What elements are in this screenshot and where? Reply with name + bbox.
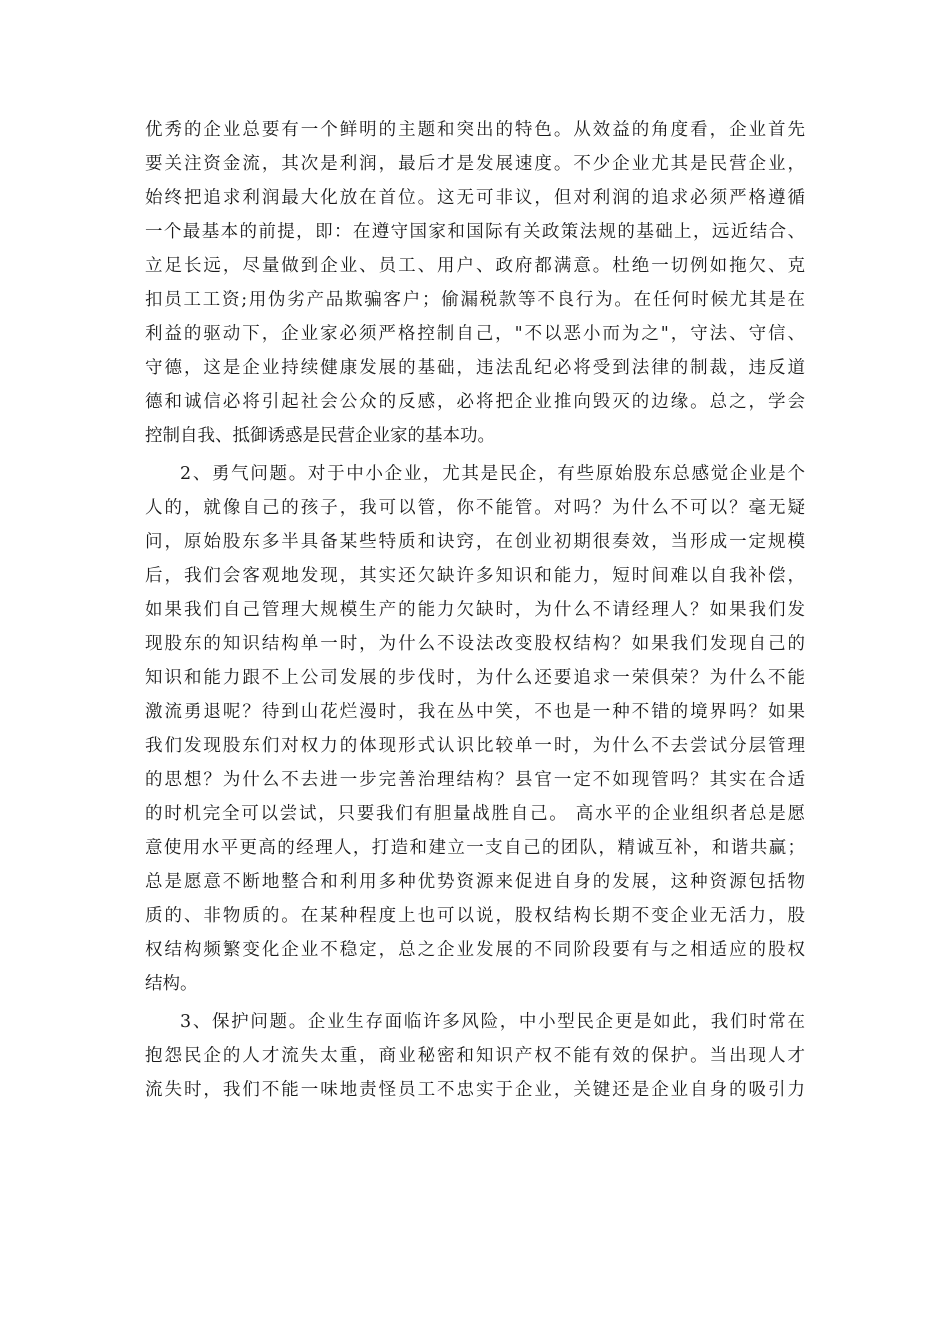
paragraph-3-first-line: 3、保护问题。企业生存面临许多风险，中小型民企更是如此，我们时常在 [180,1012,805,1032]
text-line: 结构。 [145,974,198,994]
text-line: 知识和能力跟不上公司发展的步伐时，为什么还要追求一荣俱荣？为什么不能 [145,668,805,688]
text-line: 德和诚信必将引起社会公众的反感，必将把企业推向毁灭的边缘。总之，学会 [145,392,805,412]
text-line: 的思想？为什么不去进一步完善治理结构？县官一定不如现管吗？其实在合适 [145,770,805,790]
text-line: 控制自我、抵御诱惑是民营企业家的基本功。 [145,426,495,446]
text-line: 人的，就像自己的孩子，我可以管，你不能管。对吗？为什么不可以？毫无疑 [145,498,805,518]
text-line: 如果我们自己管理大规模生产的能力欠缺时，为什么不请经理人？如果我们发 [145,600,805,620]
text-line: 问，原始股东多半具备某些特质和诀窍，在创业初期很奏效，当形成一定规模 [145,532,805,552]
text-line: 总是愿意不断地整合和利用多种优势资源来促进自身的发展，这种资源包括物 [145,872,805,892]
text-line: 权结构频繁变化企业不稳定，总之企业发展的不同阶段要有与之相适应的股权 [145,940,805,960]
text-line: 质的、非物质的。在某种程度上也可以说，股权结构长期不变企业无活力，股 [145,906,805,926]
text-line: 始终把追求利润最大化放在首位。这无可非议，但对利润的追求必须严格遵循 [145,188,805,208]
text-line: 意使用水平更高的经理人，打造和建立一支自己的团队，精诚互补，和谐共赢； [145,838,805,858]
text-line: 要关注资金流，其次是利润，最后才是发展速度。不少企业尤其是民营企业， [145,154,805,174]
text-line: 扣员工工资;用伪劣产品欺骗客户；偷漏税款等不良行为。在任何时候尤其是在 [145,290,805,310]
text-line: 优秀的企业总要有一个鲜明的主题和突出的特色。从效益的角度看，企业首先 [145,120,805,140]
text-line: 我们发现股东们对权力的体现形式认识比较单一时，为什么不去尝试分层管理 [145,736,805,756]
text-line: 利益的驱动下，企业家必须严格控制自己，"不以恶小而为之"，守法、守信、 [145,324,805,344]
text-line: 现股东的知识结构单一时，为什么不设法改变股权结构？如果我们发现自己的 [145,634,805,654]
text-line: 抱怨民企的人才流失太重，商业秘密和知识产权不能有效的保护。当出现人才 [145,1046,805,1066]
paragraph-2-first-line: 2、勇气问题。对于中小企业，尤其是民企，有些原始股东总感觉企业是个 [180,464,805,484]
text-line: 守德，这是企业持续健康发展的基础，违法乱纪必将受到法律的制裁，违反道 [145,358,805,378]
text-line: 流失时，我们不能一味地责怪员工不忠实于企业，关键还是企业自身的吸引力 [145,1080,805,1100]
text-line: 立足长远，尽量做到企业、员工、用户、政府都满意。杜绝一切例如拖欠、克 [145,256,805,276]
text-line: 激流勇退呢？待到山花烂漫时，我在丛中笑，不也是一种不错的境界吗？如果 [145,702,805,722]
text-line: 的时机完全可以尝试，只要我们有胆量战胜自己。 高水平的企业组织者总是愿 [145,804,805,824]
text-line: 一个最基本的前提，即：在遵守国家和国际有关政策法规的基础上，远近结合、 [145,222,805,242]
text-line: 后，我们会客观地发现，其实还欠缺许多知识和能力，短时间难以自我补偿， [145,566,805,586]
